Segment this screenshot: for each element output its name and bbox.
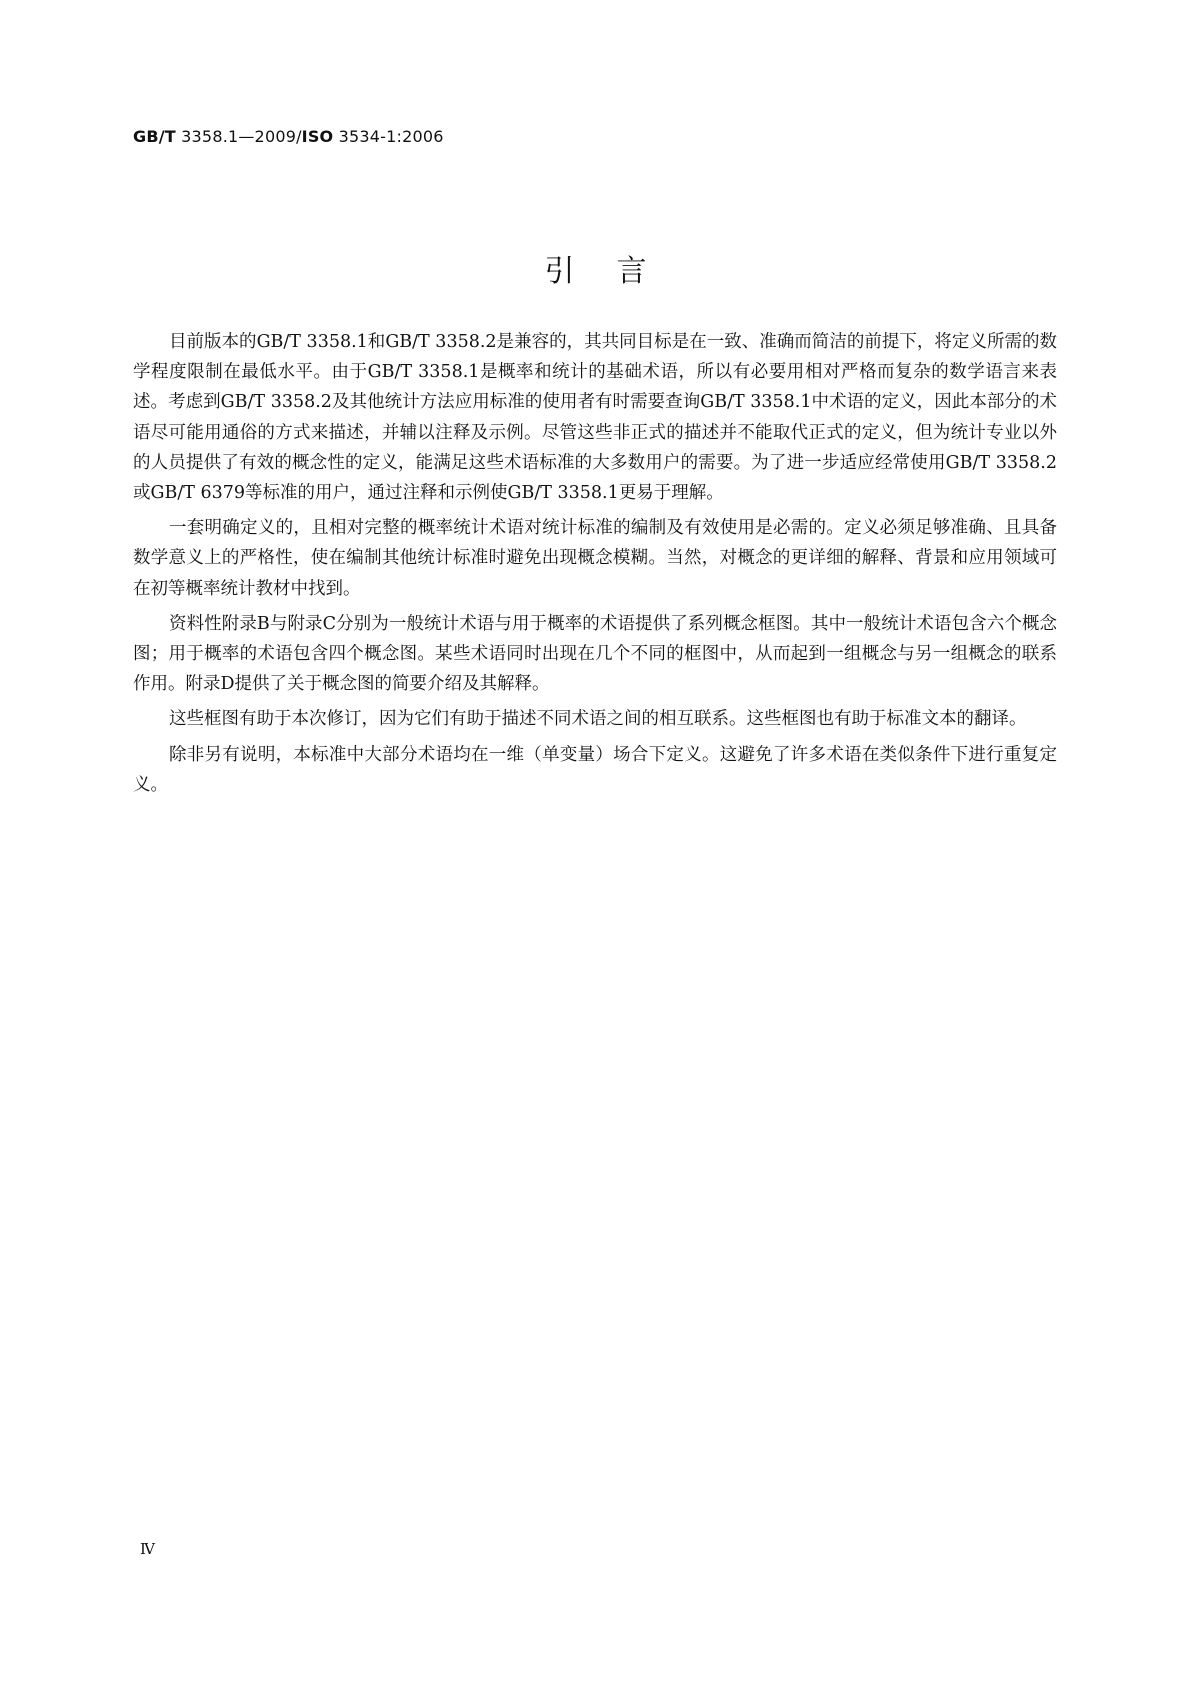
standard-number-iso: 3534-1:2006 <box>333 127 444 146</box>
standard-code-iso: ISO <box>301 127 334 146</box>
paragraph-4: 这些框图有助于本次修订，因为它们有助于描述不同术语之间的相互联系。这些框图也有助于标准文本的翻译。 <box>169 709 1027 730</box>
paragraph-3: 资料性附录B与附录C分别为一般统计术语与用于概率的术语提供了系列概念框图。其中一般统计术语包含六个概念图；用于概率的术语包含四个概念图。某些术语同时出现在几个不同的框图中，从而起到一组概念与另一组概念的联系作用。附录D提供了关于概念图的简要介绍及其解释。 <box>133 613 1057 695</box>
introduction-body <box>133 327 1057 805</box>
document-standard-number <box>133 127 444 146</box>
page-number: Ⅳ <box>140 1540 155 1558</box>
paragraph-1: 目前版本的GB/T 3358.1和GB/T 3358.2是兼容的，其共同目标是在一致、准确而简洁的前提下，将定义所需的数学程度限制在最低水平。由于GB/T 3358.1是概率和统计的基础术语，所以有必要用相对严格而复杂的数学语言来表述。考虑到GB/T 3358.2及其他统计方法应用标准的使用者有时需要查询GB/T 3358.1中术语的定义，因此本部分的术语尽可能用通俗的方式来描述，并辅以注释及示例。尽管这些非正式的描述并不能取代正式的定义，但为统计专业以外的人员提供了有效的概念性的定义，能满足这些术语标准的大多数用户的需要。为了进一步适应经常使用GB/T 3358.2或GB/T 6379等标准的用户，通过注释和示例使GB/T 3358.1更易于理解。 <box>133 332 1057 504</box>
standard-code-gbt: GB/T <box>133 127 176 146</box>
page-title: 引言 <box>544 254 689 290</box>
paragraph-5: 除非另有说明，本标准中大部分术语均在一维（单变量）场合下定义。这避免了许多术语在类似条件下进行重复定义。 <box>133 744 1057 795</box>
paragraph-2: 一套明确定义的，且相对完整的概率统计术语对统计标准的编制及有效使用是必需的。定义必须足够准确、且具备数学意义上的严格性，使在编制其他统计标准时避免出现概念模糊。当然，对概念的更详细的解释、背景和应用领域可在初等概率统计教材中找到。 <box>133 518 1057 599</box>
standard-number-gbt: 3358.1—2009/ <box>175 127 302 146</box>
